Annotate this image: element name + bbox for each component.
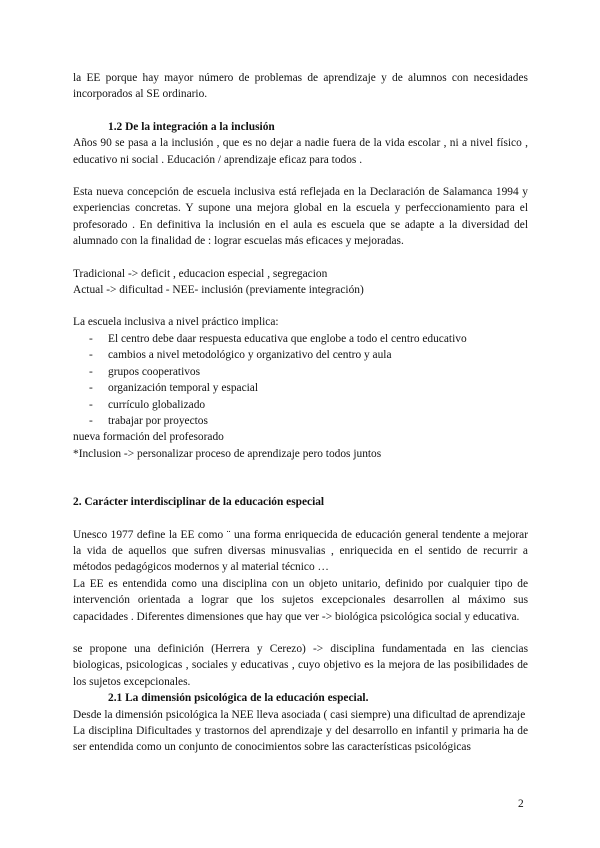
list-item: - organización temporal y espacial — [73, 380, 528, 396]
paragraph-intro: la EE porque hay mayor número de problemas de aprendizaje y de alumnos con necesidades incorporados al SE ordinario. — [73, 72, 528, 101]
page-body — [73, 70, 528, 756]
section-heading-2: 2. Carácter interdisciplinar de la educación especial — [73, 496, 325, 509]
list-item: - El centro debe daar respuesta educativa que englobe a todo el centro educativo — [73, 331, 528, 347]
paragraph-unesco: Unesco 1977 define la EE como ¨ una forma enriquecida de educación general tendente a mejorar la vida de aquellos que sufren diversas minusvalias , enriquecida en el sentido de recurrir a métodos pedagógicos modernos y al material técnico … — [73, 528, 528, 574]
list-item: - trabajar por proyectos — [73, 413, 528, 429]
page-number: 2 — [518, 798, 524, 810]
line-actual: Actual -> dificultad - NEE- inclusión (previamente integración) — [73, 284, 364, 297]
list-item: - cambios a nivel metodológico y organizativo del centro y aula — [73, 347, 528, 363]
section-heading-1-2: 1.2 De la integración a la inclusión — [108, 120, 275, 133]
list-item: - currículo globalizado — [73, 397, 528, 413]
list-intro: La escuela inclusiva a nivel práctico implica: — [73, 316, 279, 329]
paragraph-definicion: se propone una definición (Herrera y Cerezo) -> disciplina fundamentada en las ciencias biologicas, psicologicas , sociales y educativas , cuyo objetivo es la mejora de las posibilidades de los sujetos excepcionales. — [73, 642, 528, 688]
paragraph-psicologica-1: Desde la dimensión psicológica la NEE lleva asociada ( casi siempre) una dificultad de aprendizaje — [73, 708, 526, 721]
line-tradicional: Tradicional -> deficit , educacion especial , segregacion — [73, 267, 328, 280]
paragraph-ee-disciplina: La EE es entendida como una disciplina con un objeto unitario, definido por cualquier tipo de intervención orientada a lograr que los sujetos excepcionales desarrollen al máximo sus capacidades . Diferentes dimensiones que hay que ver -> biológica psicológica social y educativa. — [73, 577, 528, 623]
line-inclusion-note: *Inclusion -> personalizar proceso de aprendizaje pero todos juntos — [73, 447, 382, 460]
paragraph-psicologica-2: La disciplina Dificultades y trastornos del aprendizaje y del desarrollo en infantil y primaria ha de ser entendida como un conjunto de conocimientos sobre las características psicológicas — [73, 725, 528, 754]
implications-list — [73, 331, 528, 429]
list-item: - grupos cooperativos — [73, 364, 528, 380]
line-formacion: nueva formación del profesorado — [73, 431, 224, 444]
paragraph-inclusion-2: Esta nueva concepción de escuela inclusiva está reflejada en la Declaración de Salamanca 1994 y experiencias concretas. Y supone una mejora global en la escuela y perfeccionamiento para el profesorado . En definitiva la inclusión en el aula es escuela que se adapte a la diversidad del alumnado con la finalidad de : lograr escuelas más eficaces y mejoradas. — [73, 186, 528, 248]
paragraph-inclusion-1: Años 90 se pasa a la inclusión , que es no dejar a nadie fuera de la vida escolar , ni a nivel físico , educativo ni social . Educación / aprendizaje eficaz para todos . — [73, 137, 528, 166]
section-heading-2-1: 2.1 La dimensión psicológica de la educación especial. — [108, 692, 369, 705]
